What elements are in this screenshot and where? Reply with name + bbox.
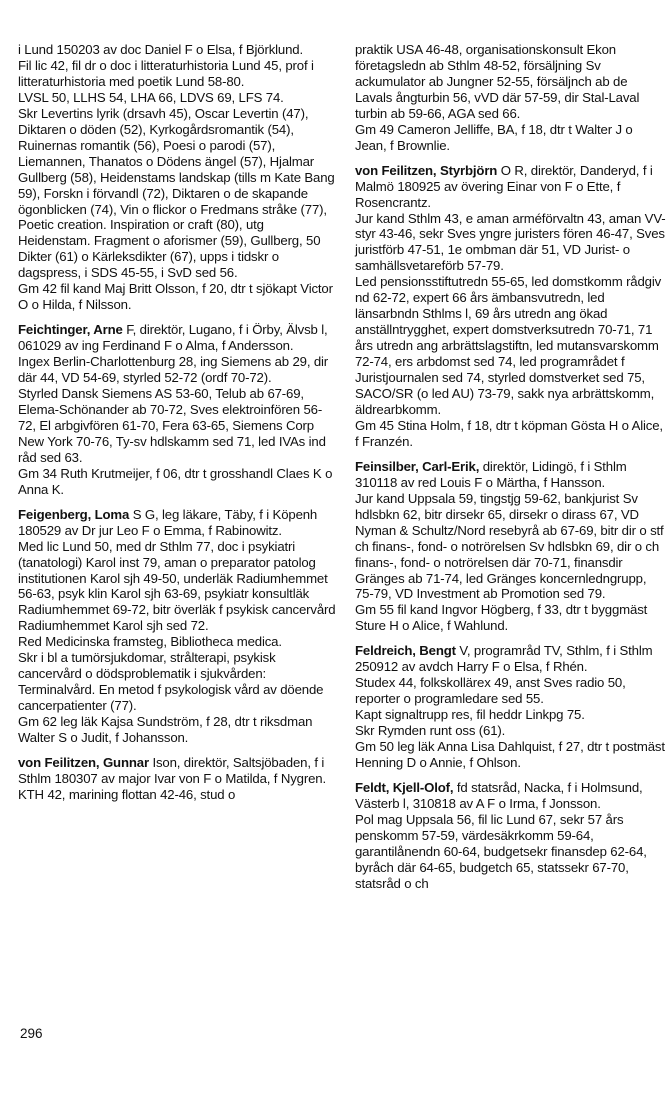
entry-name: Feinsilber, Carl-Erik, [355,458,480,474]
entry-intro: O R, direktör, Danderyd, f i Malmö 180925 av övering Einar von F o Ette, f Rosencrantz. [355,162,653,210]
entry-name: Feigenberg, Loma [18,506,130,522]
paragraph: i Lund 150203 av doc Daniel F o Elsa, f Björklund. [18,42,304,57]
entry-intro: Ison, direktör, Saltsjöbaden, f i Sthlm 180307 av major Ivar von F o Matilda, f Nygren. [18,754,326,786]
paragraph: Gm 55 fil kand Ingvor Högberg, f 33, dtr t byggmäst Sture H o Alice, f Wahlund. [355,602,648,634]
entry-feichtinger [18,322,336,497]
paragraph: Gm 62 leg läk Kajsa Sundström, f 28, dtr t riksdman Walter S o Judit, f Johansson. [18,714,313,746]
entry-header [18,322,336,354]
entry-levertin-continuation [18,42,336,313]
paragraph: Gm 42 fil kand Maj Britt Olsson, f 20, dtr t sjökapt Victor O o Hilda, f Nilsson. [18,281,333,313]
paragraph: Skr Levertins lyrik (drsavh 45), Oscar Levertin (47), Diktaren o döden (52), Kyrkogårdsromantik (54), Ruinernas romantik (56), Poesi o parodi (57), Liemannen, Thanatos o Dödens ängel (57), Hjalmar Gullberg (58), Heidenstams landskap (tills m Kate Bang 59), Forskn i förvandl (72), Diktaren o de skapande ögonblicken (74), Vin o flickor o Fredmans stråke (77), Poetic creation. Inspiration or craft (80), utg Heidenstam. Fragment o aforismer (59), Gullberg, 50 Dikter (61) o Kärleksdikter (67), upps i tidskr o dagspress, i SDS 45-55, i SvD sed 56. [18,105,335,281]
paragraph: Kapt signaltrupp res, fil heddr Linkpg 75. [355,707,585,723]
entry-name: Feldreich, Bengt [355,643,456,659]
entry-feigenberg [18,507,336,746]
entry-header [355,163,667,211]
entry-header [355,459,667,491]
paragraph: Gm 34 Ruth Krutmeijer, f 06, dtr t grosshandl Claes K o Anna K. [18,465,333,497]
left-column [18,42,336,803]
entry-intro: V, programråd TV, Sthlm, f i Sthlm 250912 av avdch Harry F o Elsa, f Rhén. [355,643,653,675]
paragraph: Med lic Lund 50, med dr Sthlm 77, doc i psykiatri (tanatologi) Karol inst 79, aman o preparator patolog institutionen Karol sjh 49-50, underläk Radiumhemmet 56-63, psyk klin Karol sjh 63-69, psykiatr konsultläk Radiumhemmet 69-72, bitr överläk f psykisk cancervård Radiumhemmet Karol sjh sed 72. [18,538,336,634]
paragraph: Skr Rymden runt oss (61). [355,723,506,739]
paragraph: Pol mag Uppsala 56, fil lic Lund 67, sekr 57 års penskomm 57-59, värdesäkrkomm 59-64, garantilånendn 60-64, budgetsekr finansdep 62-64, byråch där 64-65, budgetch 65, statssekr 67-70, statsråd o ch [355,811,647,891]
paragraph: Studex 44, folkskollärex 49, anst Sves radio 50, reporter o programledare sed 55. [355,675,626,707]
paragraph: Jur kand Uppsala 59, tingstjg 59-62, bankjurist Sv hdlsbkn 62, bitr dirsekr 65, dirsekr o dirass 67, VD Nyman & Schultz/Nord resebyrå ab 67-69, bitr dir o stf ch finans-, fond- o notrörelsen Sv hdlsbkn 69, dir o ch finans-, fond- o notrörelsen där 70-71, finansdir Gränges ab 71-74, led Gränges koncernledngrupp, 75-79, VD Investment ab Promotion sed 79. [355,490,664,602]
paragraph: Ingex Berlin-Charlottenburg 28, ing Siemens ab 29, dir där 44, VD 54-69, styrled 52-72 (ordf 70-72). [18,354,329,386]
paragraph: Gm 50 leg läk Anna Lisa Dahlquist, f 27, dtr t postmäst Henning D o Annie, f Ohlson. [355,739,665,770]
paragraph: Fil lic 42, fil dr o doc i litteraturhistoria Lund 45, prof i litteraturhistoria med poetik Lund 58-80. [18,57,314,89]
paragraph: Red Medicinska framsteg, Bibliotheca medica. [18,634,282,650]
entry-intro: S G, leg läkare, Täby, f i Köpenh 180529 av Dr jur Leo F o Emma, f Rabinowitz. [18,506,318,538]
paragraph: KTH 42, marining flottan 42-46, stud o [18,786,236,802]
paragraph: praktik USA 46-48, organisationskonsult Ekon företagsledn ab Sthlm 48-52, försäljning Sv ackumulator ab Jungner 52-55, försäljnch ab de Lavals ångturbin 56, vVD där 57-59, dir Stal-Laval turbin ab 59-66, AGA sed 66. [355,42,640,121]
right-column [355,42,667,892]
entry-intro: direktör, Lidingö, f i Sthlm 310118 av red Louis F o Märtha, f Hansson. [355,458,627,490]
entry-header [18,507,336,539]
paragraph: Jur kand Sthlm 43, e aman arméförvaltn 43, aman VV-styr 43-46, sekr Sves yngre juristers fören 46-47, Sves juristförb 47-51, 1e ombman där 51, VD Jurist- o samhällsvetareförb 57-79. [355,210,666,274]
entry-von-feilitzen-gunnar-continuation [355,42,667,154]
entry-feldreich [355,643,667,771]
paragraph: LVSL 50, LLHS 54, LHA 66, LDVS 69, LFS 74. [18,89,284,105]
entry-header [18,755,336,787]
paragraph: Gm 45 Stina Holm, f 18, dtr t köpman Gösta H o Alice, f Franzén. [355,417,663,449]
paragraph: Styrled Dansk Siemens AS 53-60, Telub ab 67-69, Elema-Schönander ab 70-72, Sves elektroinfören 56-72, El arbgivfören 61-70, Fera 63-65, Siemens Corp New York 70-76, Ty-sv hdlskamm sed 71, led IVAs ind råd sed 63. [18,386,326,465]
paragraph: Gm 49 Cameron Jelliffe, BA, f 18, dtr t Walter J o Jean, f Brownlie. [355,121,633,153]
entry-feldt [355,780,667,892]
entry-intro: fd statsråd, Nacka, f i Holmsund, Västerb l, 310818 av A F o Irma, f Jonsson. [355,779,643,811]
paragraph: Skr i bl a tumörsjukdomar, strålterapi, psykisk cancervård o dödsproblematik i sjukvården: Terminalvård. En metod f psykologisk vård av döende cancerpatienter (77). [18,650,324,714]
entry-name: von Feilitzen, Styrbjörn [355,162,498,178]
entry-name: Feldt, Kjell-Olof, [355,779,454,795]
entry-intro: F, direktör, Lugano, f i Örby, Älvsb l, 061029 av ing Ferdinand F o Alma, f Andersson. [18,322,328,354]
page-number: 296 [20,1026,43,1041]
entry-name: Feichtinger, Arne [18,322,123,338]
entry-header [355,780,667,812]
entry-feinsilber [355,459,667,634]
entry-von-feilitzen-styrbjorn [355,163,667,450]
entry-name: von Feilitzen, Gunnar [18,754,149,770]
entry-von-feilitzen-gunnar [18,755,336,803]
entry-header [355,643,667,675]
paragraph: Led pensionsstiftutredn 55-65, led domstkomm rådgiv nd 62-72, expert 66 års ämbansvutredn, led länsarbndn Sthlms l, 69 års utredn ang ökad anställntrygghet, expert domstverksutredn 70-71, 71 års utredn ang arbrättslagstiftn, led mutansvarskomm 72-74, ers arbdomst sed 74, led programrådet f Juristjournalen sed 74, styrled domstverket sed 75, SACO/SR (o led AU) 73-79, sakk nya arbrättskomm, äldrearbkomm. [355,274,662,417]
